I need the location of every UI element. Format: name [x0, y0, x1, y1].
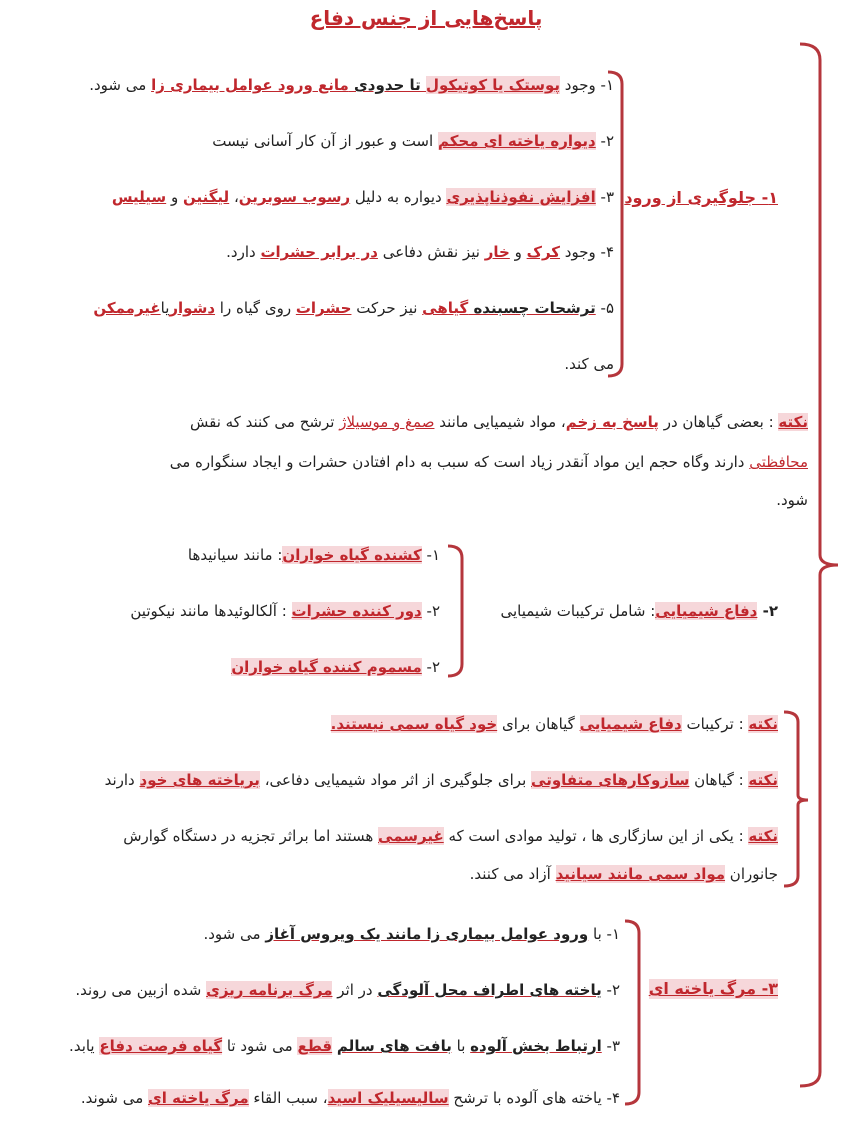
section-1-label: ۱- جلوگیری از ورود — [624, 188, 778, 207]
note-1-line-1: نکته : بعضی گیاهان در پاسخ به زخم، مواد شیمیایی مانند صمغ و موسیلاژ ترشح می کنند که نقش — [189, 413, 808, 431]
note-2: نکته : ترکیبات دفاع شیمیایی گیاهان برای خود گیاه سمی نیستند. — [330, 715, 778, 733]
note-1-line-3: شود. — [776, 491, 808, 509]
s1-item-2: ۲- دیواره یاخته ای محکم است و عبور از آن کار آسانی نیست — [212, 132, 614, 150]
s2-item-2: ۲- دور کننده حشرات : آلکالوئیدها مانند نیکوتین — [130, 602, 440, 620]
note-4-line-2: جانوران مواد سمی مانند سیانید آزاد می کنند. — [469, 865, 778, 883]
note-1-line-2: محافظتی دارند وگاه حجم این مواد آنقدر زیاد است که سبب به دام افتادن حشرات و ایجاد سنگواره می — [169, 453, 808, 471]
s2-item-3: ۲- مسموم کننده گیاه خواران — [231, 658, 440, 676]
note-3: نکته : گیاهان سازوکارهای متفاوتی برای جلوگیری از اثر مواد شیمیایی دفاعی، بریاخته های خود دارند — [104, 771, 778, 789]
s1-item-5: ۵- ترشحات چسبنده گیاهی نیز حرکت حشرات روی گیاه را دشواریاغیرممکن — [93, 299, 614, 317]
s3-item-2: ۲- یاخته های اطراف محل آلودگی در اثر مرگ برنامه ریزی شده ازبین می روند. — [75, 981, 620, 999]
s1-item-5-cont: می کند. — [564, 355, 614, 373]
s2-item-1: ۱- کشنده گیاه خواران: مانند سیانیدها — [187, 546, 440, 564]
s3-item-4: ۴- یاخته های آلوده با ترشح سالیسیلیک اسید، سبب القاء مرگ یاخته ای می شوند. — [80, 1089, 620, 1107]
s1-item-4: ۴- وجود کرک و خار نیز نقش دفاعی در برابر حشرات دارد. — [226, 243, 614, 261]
s3-item-1: ۱- با ورود عوامل بیماری زا مانند یک ویروس آغاز می شود. — [203, 925, 620, 943]
s1-item-3: ۳- افزایش نفوذناپذیری دیواره به دلیل رسوب سوبرین، لیگنین و سیلیس — [111, 188, 614, 206]
s3-item-3: ۳- ارتباط بخش آلوده با بافت های سالم قطع می شود تا گیاه فرصت دفاع یابد. — [69, 1037, 620, 1055]
section-2-label: ۲- دفاع شیمیایی: شامل ترکیبات شیمیایی — [500, 602, 778, 620]
note-4-line-1: نکته : یکی از این سازگاری ها ، تولید موادی است که غیرسمی هستند اما براثر تجزیه در دستگاه گوارش — [123, 827, 778, 845]
page-title: پاسخ‌هایی از جنس دفاع — [309, 6, 543, 30]
s1-item-1: ۱- وجود پوستک یا کوتیکول تا حدودی مانع ورود عوامل بیماری زا می شود. — [89, 76, 614, 94]
section-3-label: ۳- مرگ یاخته ای — [648, 979, 778, 998]
